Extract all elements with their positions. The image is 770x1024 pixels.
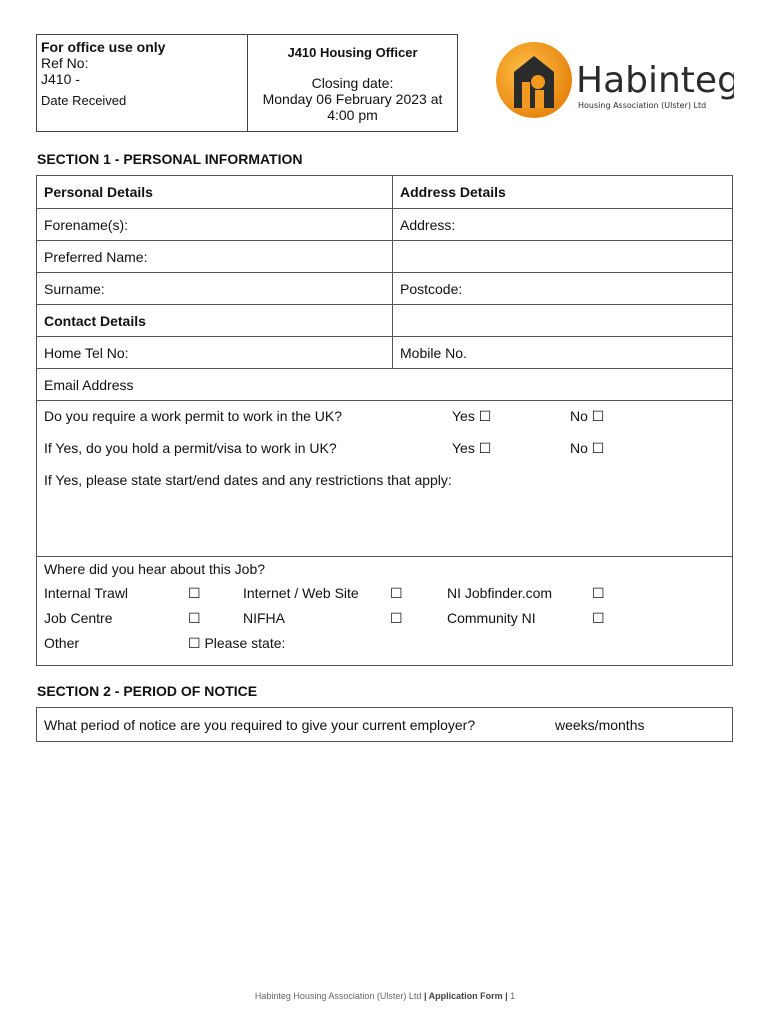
habinteg-logo-mark [494, 38, 734, 126]
footer-form: | Application Form | [423, 991, 508, 1001]
source-internal-trawl-checkbox[interactable]: ☐ [188, 585, 201, 601]
address-details-header: Address Details [400, 184, 506, 200]
dates-restrictions-question: If Yes, please state start/end dates and any restrictions that apply: [44, 472, 452, 488]
closing-date: Monday 06 February 2023 at [262, 91, 443, 107]
source-job-centre-checkbox[interactable]: ☐ [188, 610, 201, 626]
forenames-field[interactable]: Forename(s): [37, 209, 393, 240]
office-use-box [36, 34, 458, 132]
footer-org: Habinteg Housing Association (Ulster) Ltd [254, 991, 422, 1001]
work-permit-block [37, 400, 732, 556]
source-nijobfinder-checkbox[interactable]: ☐ [592, 585, 605, 601]
table-row [37, 272, 732, 304]
blank-cell [393, 305, 732, 336]
source-nifha-checkbox[interactable]: ☐ [390, 610, 403, 626]
mobile-field[interactable]: Mobile No. [400, 344, 467, 361]
source-community-ni-checkbox[interactable]: ☐ [592, 610, 605, 626]
source-nijobfinder-label: NI Jobfinder.com [447, 585, 553, 601]
hear-about-job-block [37, 556, 732, 666]
source-other-checkbox[interactable]: ☐ Please state: [188, 635, 286, 651]
work-permit-question: Do you require a work permit to work in the UK? [44, 408, 343, 424]
work-permit-yes-checkbox[interactable]: Yes ☐ [452, 408, 492, 424]
source-other-label: Other [44, 635, 80, 651]
notice-question: What period of notice are you required to give your current employer? [44, 717, 476, 733]
job-title: J410 Housing Officer [287, 45, 418, 60]
source-internet-label: Internet / Web Site [243, 585, 359, 601]
postcode-field[interactable]: Postcode: [400, 280, 463, 297]
source-community-ni-label: Community NI [447, 610, 536, 626]
work-permit-no-checkbox[interactable]: No ☐ [570, 408, 605, 424]
surname-field[interactable]: Surname: [37, 273, 393, 304]
page-footer [0, 991, 770, 1001]
section-2-title: SECTION 2 - PERIOD OF NOTICE [37, 683, 258, 699]
weeks-months-field[interactable]: weeks/months [555, 717, 645, 733]
source-internal-trawl-label: Internal Trawl [44, 585, 129, 601]
source-nifha-label: NIFHA [243, 610, 285, 626]
source-internet-checkbox[interactable]: ☐ [390, 585, 403, 601]
section-1-title: SECTION 1 - PERSONAL INFORMATION [37, 151, 303, 167]
office-use-heading: For office use only [41, 39, 166, 55]
notice-period-table [36, 707, 733, 742]
table-row [37, 208, 732, 240]
email-field[interactable]: Email Address [44, 376, 134, 393]
closing-label: Closing date: [311, 75, 394, 91]
footer-page-number: 1 [510, 991, 516, 1001]
personal-details-header: Personal Details [37, 176, 393, 208]
ref-no-label: Ref No: [41, 55, 89, 71]
table-row [37, 336, 732, 368]
table-row [37, 304, 732, 336]
logo-subtitle: Housing Association (Ulster) Ltd [578, 101, 707, 110]
logo-name: Habinteg [576, 60, 734, 101]
permit-visa-no-checkbox[interactable]: No ☐ [570, 440, 605, 456]
source-job-centre-label: Job Centre [44, 610, 113, 626]
home-tel-field[interactable]: Home Tel No: [37, 337, 393, 368]
preferred-name-field[interactable]: Preferred Name: [37, 241, 393, 272]
ref-no-value: J410 - [41, 71, 80, 87]
habinteg-logo [494, 38, 734, 126]
contact-details-header: Contact Details [37, 305, 393, 336]
closing-time: 4:00 pm [327, 107, 378, 123]
job-info-panel [248, 35, 457, 131]
address-line-2-field[interactable] [393, 241, 732, 272]
office-use-panel [37, 35, 248, 131]
date-received-label: Date Received [41, 93, 127, 108]
table-row [37, 368, 732, 400]
hear-about-question: Where did you hear about this Job? [44, 561, 266, 577]
personal-info-table [36, 175, 733, 666]
address-field[interactable]: Address: [400, 216, 456, 233]
table-row [37, 176, 732, 208]
permit-visa-question: If Yes, do you hold a permit/visa to work in UK? [44, 440, 337, 456]
table-row [37, 240, 732, 272]
permit-visa-yes-checkbox[interactable]: Yes ☐ [452, 440, 492, 456]
